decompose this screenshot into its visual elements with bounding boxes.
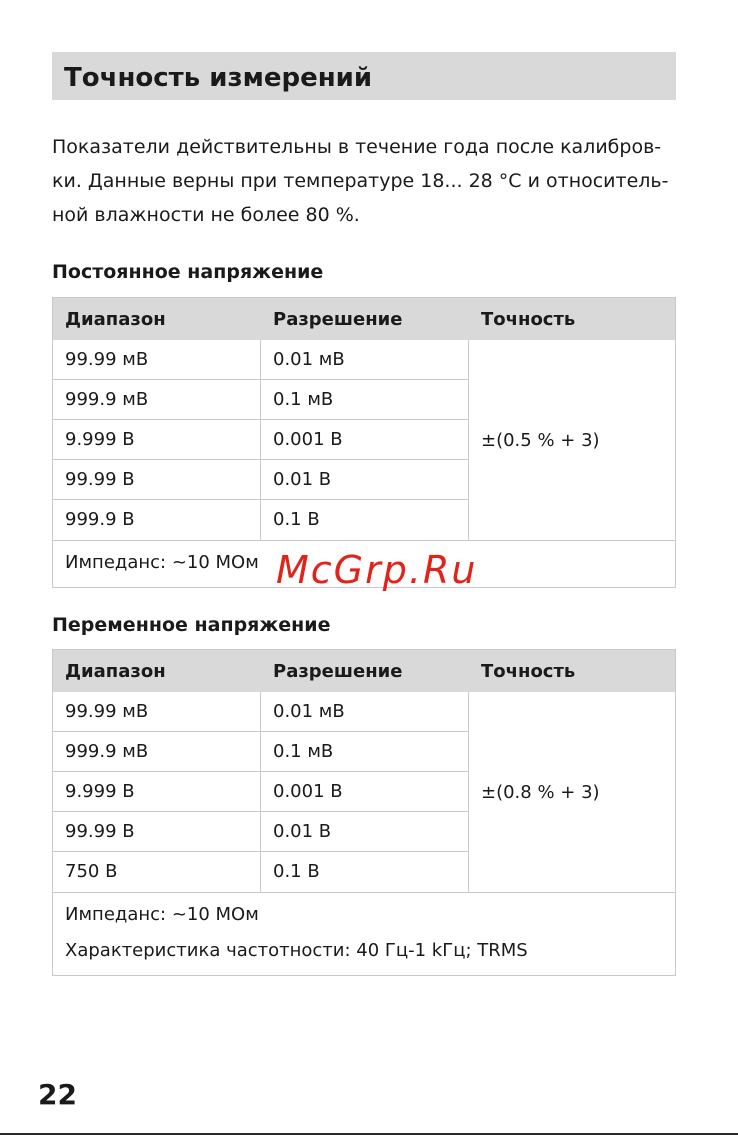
- range-cell: 9.999 В: [53, 420, 261, 459]
- page-number: 22: [38, 1078, 77, 1111]
- table-notes: [53, 892, 675, 975]
- table-row: [53, 420, 469, 460]
- ac-section-heading: Переменное напряжение: [52, 614, 331, 636]
- intro-paragraph: [52, 130, 676, 232]
- resolution-cell: 0.001 В: [261, 772, 469, 811]
- range-cell: 999.9 мВ: [53, 732, 261, 771]
- table-row: [53, 692, 469, 732]
- header-accuracy: Точность: [481, 661, 576, 682]
- intro-line: ной влажности не более 80 %.: [52, 204, 360, 226]
- impedance-note: Импеданс: ~10 МОм: [65, 904, 259, 925]
- ac-voltage-table: [52, 649, 676, 976]
- table-row: [53, 772, 469, 812]
- header-accuracy: Точность: [481, 309, 576, 330]
- resolution-cell: 0.1 мВ: [261, 380, 469, 419]
- range-cell: 999.9 мВ: [53, 380, 261, 419]
- accuracy-cell: ±(0.5 % + 3): [481, 429, 600, 451]
- frequency-note: Характеристика частотности: 40 Гц-1 kГц; TRMS: [65, 940, 528, 961]
- table-row: [53, 500, 469, 540]
- table-header-row: [53, 298, 675, 340]
- table-row: [53, 812, 469, 852]
- resolution-cell: 0.1 мВ: [261, 732, 469, 771]
- resolution-cell: 0.01 мВ: [261, 340, 469, 379]
- range-cell: 99.99 мВ: [53, 692, 261, 731]
- table-row: [53, 380, 469, 420]
- table-row: [53, 460, 469, 500]
- range-cell: 99.99 мВ: [53, 340, 261, 379]
- range-cell: 99.99 В: [53, 812, 261, 851]
- dc-section-heading: Постоянное напряжение: [52, 261, 324, 283]
- table-row: [53, 732, 469, 772]
- watermark: McGrp.Ru: [276, 548, 478, 592]
- range-cell: 99.99 В: [53, 460, 261, 499]
- accuracy-cell: ±(0.8 % + 3): [481, 781, 600, 803]
- resolution-cell: 0.01 мВ: [261, 692, 469, 731]
- header-resolution: Разрешение: [273, 661, 403, 682]
- header-range: Диапазон: [65, 661, 166, 682]
- range-cell: 999.9 В: [53, 500, 261, 540]
- resolution-cell: 0.001 В: [261, 420, 469, 459]
- table-row: [53, 852, 469, 892]
- table-header-row: [53, 650, 675, 692]
- page-title: Точность измерений: [52, 52, 676, 100]
- resolution-cell: 0.01 В: [261, 460, 469, 499]
- intro-line: Показатели действительны в течение года после калибров-: [52, 136, 662, 158]
- range-cell: 750 В: [53, 852, 261, 892]
- header-resolution: Разрешение: [273, 309, 403, 330]
- header-range: Диапазон: [65, 309, 166, 330]
- resolution-cell: 0.01 В: [261, 812, 469, 851]
- intro-line: ки. Данные верны при температуре 18... 28 °С и относитель-: [52, 170, 669, 192]
- resolution-cell: 0.1 В: [261, 500, 469, 540]
- impedance-note: Импеданс: ~10 МОм: [65, 552, 259, 573]
- table-row: [53, 340, 469, 380]
- resolution-cell: 0.1 В: [261, 852, 469, 892]
- range-cell: 9.999 В: [53, 772, 261, 811]
